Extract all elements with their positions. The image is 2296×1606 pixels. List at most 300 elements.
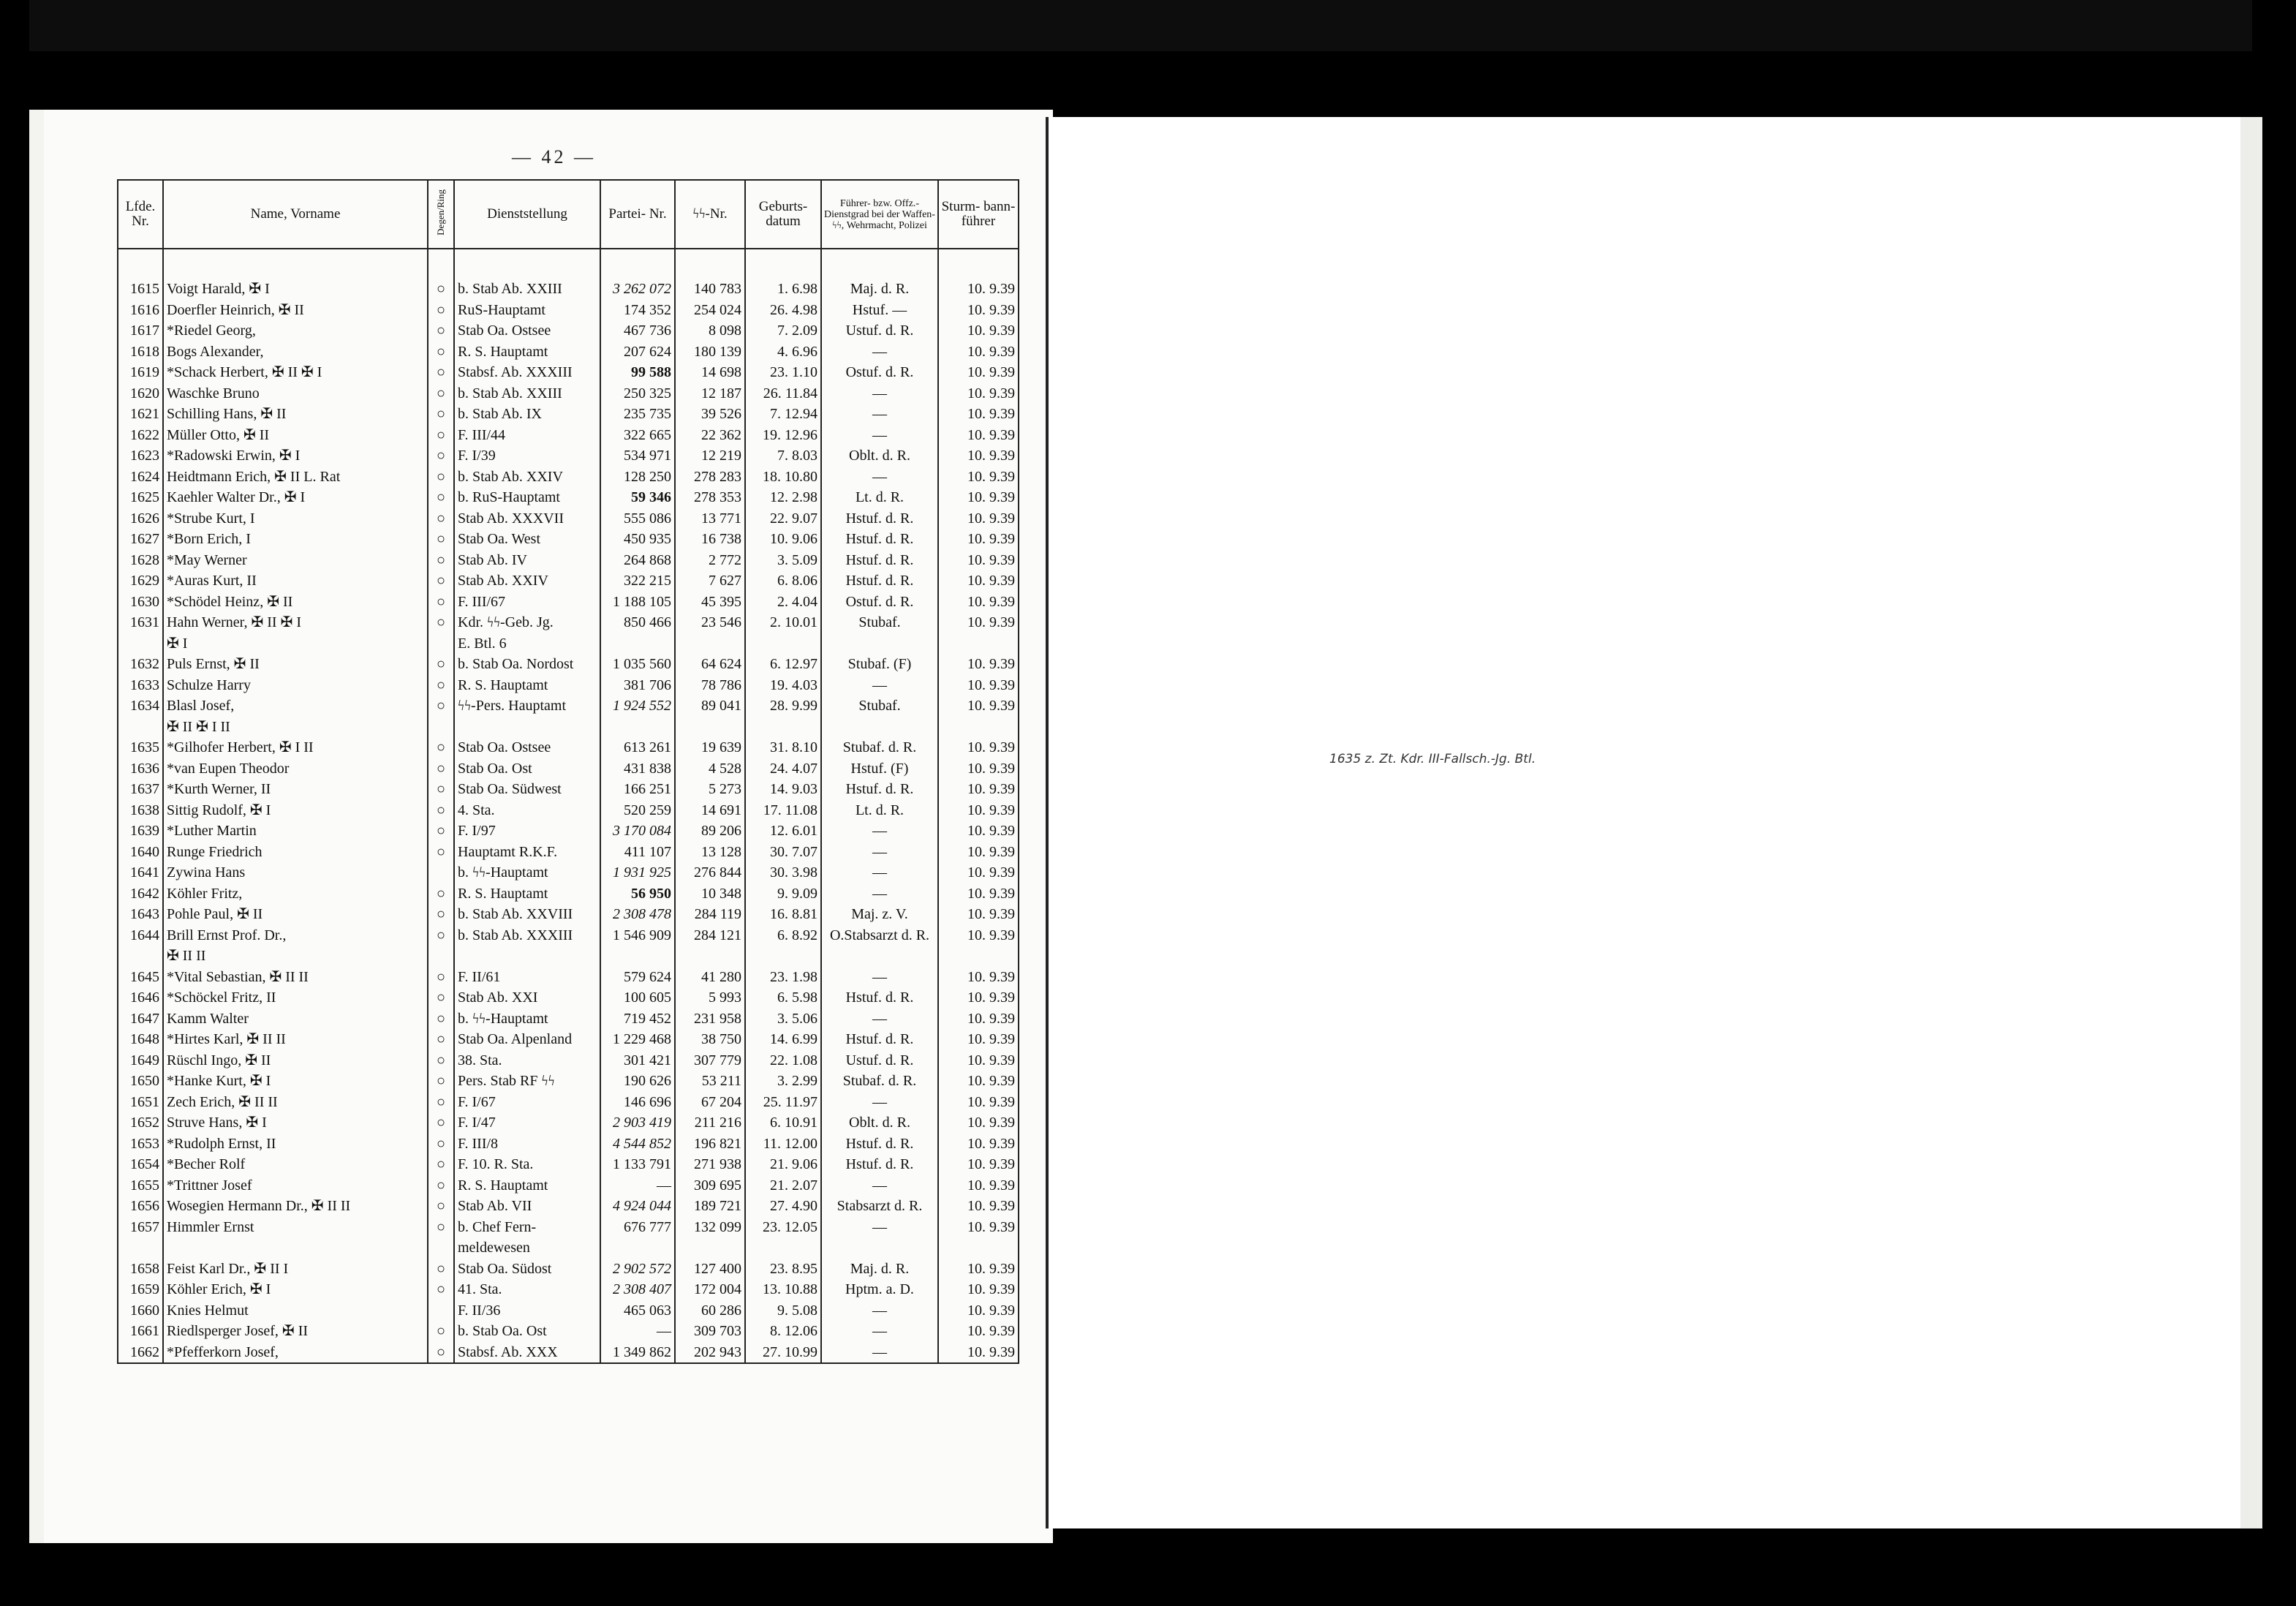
cell-partei: 128 250 <box>600 467 675 488</box>
cell-nr: 1631 <box>118 612 163 633</box>
cell-partei: 613 261 <box>600 737 675 758</box>
cell-geburtsdatum <box>745 1237 821 1259</box>
cell-name: Sittig Rudolf, ✠ I <box>163 800 428 821</box>
cell-nr: 1655 <box>118 1175 163 1196</box>
cell-geburtsdatum: 3. 2.99 <box>745 1071 821 1092</box>
cell-geburtsdatum: 11. 12.00 <box>745 1134 821 1155</box>
cell-sturmbannfuehrer: 10. 9.39 <box>938 842 1019 863</box>
cell-nr: 1638 <box>118 800 163 821</box>
col-header-partei: Partei- Nr. <box>600 180 675 249</box>
cell-name: *Trittner Josef <box>163 1175 428 1196</box>
table-row <box>118 467 1019 488</box>
cell-geburtsdatum: 13. 10.88 <box>745 1279 821 1300</box>
cell-name: Himmler Ernst <box>163 1217 428 1238</box>
cell-sturmbannfuehrer: 10. 9.39 <box>938 550 1019 571</box>
cell-fuehrer: Ostuf. d. R. <box>821 362 938 383</box>
cell-ring: ○ <box>428 1321 454 1342</box>
cell-dienststellung: b. Stab Oa. Ost <box>454 1321 600 1342</box>
table-row <box>118 1259 1019 1280</box>
table-row <box>118 1029 1019 1050</box>
table-row <box>118 1175 1019 1196</box>
cell-sturmbannfuehrer <box>938 717 1019 738</box>
cell-ss: 78 786 <box>675 675 745 696</box>
cell-fuehrer: Maj. d. R. <box>821 279 938 300</box>
cell-ring: ○ <box>428 279 454 300</box>
cell-name: *Born Erich, I <box>163 529 428 550</box>
cell-ss: 12 219 <box>675 445 745 467</box>
table-row <box>118 1009 1019 1030</box>
cell-dienststellung: F. I/67 <box>454 1092 600 1113</box>
cell-geburtsdatum: 24. 4.07 <box>745 758 821 780</box>
cell-ring: ○ <box>428 1279 454 1300</box>
cell-name: *Riedel Georg, <box>163 320 428 342</box>
cell-geburtsdatum: 7. 8.03 <box>745 445 821 467</box>
cell-sturmbannfuehrer: 10. 9.39 <box>938 1029 1019 1050</box>
cell-geburtsdatum: 6. 8.92 <box>745 925 821 946</box>
cell-dienststellung: 41. Sta. <box>454 1279 600 1300</box>
cell-sturmbannfuehrer: 10. 9.39 <box>938 1071 1019 1092</box>
cell-partei: 1 188 105 <box>600 592 675 613</box>
cell-ss: 211 216 <box>675 1112 745 1134</box>
cell-name: *Schöckel Fritz, II <box>163 987 428 1009</box>
cell-fuehrer: Hstuf. d. R. <box>821 987 938 1009</box>
cell-fuehrer: Hstuf. d. R. <box>821 550 938 571</box>
cell-nr: 1615 <box>118 279 163 300</box>
cell-name: Voigt Harald, ✠ I <box>163 279 428 300</box>
cell-dienststellung: Stab Oa. Alpenland <box>454 1029 600 1050</box>
cell-nr: 1633 <box>118 675 163 696</box>
cell-ring <box>428 717 454 738</box>
cell-sturmbannfuehrer: 10. 9.39 <box>938 425 1019 446</box>
cell-ss: 172 004 <box>675 1279 745 1300</box>
cell-dienststellung: F. III/44 <box>454 425 600 446</box>
cell-fuehrer: Hstuf. (F) <box>821 758 938 780</box>
table-row <box>118 1196 1019 1217</box>
cell-dienststellung: Stab Oa. Südwest <box>454 779 600 800</box>
cell-dienststellung: Stab Ab. XXXVII <box>454 508 600 529</box>
cell-geburtsdatum: 21. 2.07 <box>745 1175 821 1196</box>
cell-name: Rüschl Ingo, ✠ II <box>163 1050 428 1071</box>
cell-ss: 23 546 <box>675 612 745 633</box>
cell-partei: 146 696 <box>600 1092 675 1113</box>
cell-name: *Radowski Erwin, ✠ I <box>163 445 428 467</box>
cell-sturmbannfuehrer: 10. 9.39 <box>938 862 1019 883</box>
table-row <box>118 1321 1019 1342</box>
cell-geburtsdatum: 16. 8.81 <box>745 904 821 925</box>
cell-geburtsdatum: 27. 4.90 <box>745 1196 821 1217</box>
cell-partei: 534 971 <box>600 445 675 467</box>
table-row <box>118 570 1019 592</box>
col-header-ring <box>428 180 454 249</box>
cell-nr: 1653 <box>118 1134 163 1155</box>
table-row <box>118 383 1019 404</box>
handwritten-note: 1635 z. Zt. Kdr. III-Fallsch.-Jg. Btl. <box>1329 752 1536 766</box>
table-row <box>118 445 1019 467</box>
cell-partei <box>600 946 675 967</box>
cell-ss: 4 528 <box>675 758 745 780</box>
cell-nr: 1657 <box>118 1217 163 1238</box>
cell-ss: 140 783 <box>675 279 745 300</box>
cell-geburtsdatum: 12. 6.01 <box>745 821 821 842</box>
cell-sturmbannfuehrer: 10. 9.39 <box>938 1342 1019 1364</box>
cell-ring: ○ <box>428 383 454 404</box>
cell-partei: 322 215 <box>600 570 675 592</box>
cell-dienststellung: b. Stab Ab. XXVIII <box>454 904 600 925</box>
cell-geburtsdatum: 2. 10.01 <box>745 612 821 633</box>
cell-geburtsdatum: 22. 9.07 <box>745 508 821 529</box>
cell-dienststellung: Stab Ab. XXI <box>454 987 600 1009</box>
cell-fuehrer: — <box>821 425 938 446</box>
cell-fuehrer: Hstuf. d. R. <box>821 529 938 550</box>
cell-partei <box>600 1237 675 1259</box>
cell-fuehrer <box>821 717 938 738</box>
cell-fuehrer <box>821 633 938 655</box>
cell-fuehrer: Hstuf. d. R. <box>821 1029 938 1050</box>
cell-ring: ○ <box>428 425 454 446</box>
col-header-fuehrer: Führer- bzw. Offz.- Dienstgrad bei der Waffen-ϟϟ, Wehrmacht, Polizei <box>821 180 938 249</box>
cell-dienststellung: b. Stab Ab. XXXIII <box>454 925 600 946</box>
table-row <box>118 404 1019 425</box>
cell-sturmbannfuehrer: 10. 9.39 <box>938 1009 1019 1030</box>
cell-fuehrer: Oblt. d. R. <box>821 1112 938 1134</box>
table-row <box>118 862 1019 883</box>
cell-dienststellung: Kdr. ϟϟ-Geb. Jg. <box>454 612 600 633</box>
cell-nr: 1639 <box>118 821 163 842</box>
cell-nr: 1625 <box>118 487 163 508</box>
cell-ss: 180 139 <box>675 342 745 363</box>
cell-ring: ○ <box>428 592 454 613</box>
cell-partei: 4 924 044 <box>600 1196 675 1217</box>
cell-ring: ○ <box>428 1175 454 1196</box>
cell-ss: 7 627 <box>675 570 745 592</box>
cell-partei: 2 902 572 <box>600 1259 675 1280</box>
cell-sturmbannfuehrer: 10. 9.39 <box>938 1279 1019 1300</box>
cell-nr: 1648 <box>118 1029 163 1050</box>
cell-partei: 100 605 <box>600 987 675 1009</box>
cell-nr <box>118 1237 163 1259</box>
cell-ring: ○ <box>428 654 454 675</box>
cell-ss: 64 624 <box>675 654 745 675</box>
cell-ss: 8 098 <box>675 320 745 342</box>
cell-partei: 56 950 <box>600 883 675 905</box>
col-header-ring-label: Degen/Ring <box>435 189 446 235</box>
cell-ss: 132 099 <box>675 1217 745 1238</box>
cell-partei: 166 251 <box>600 779 675 800</box>
cell-sturmbannfuehrer: 10. 9.39 <box>938 1134 1019 1155</box>
cell-fuehrer: Hstuf. — <box>821 300 938 321</box>
cell-geburtsdatum: 31. 8.10 <box>745 737 821 758</box>
cell-nr: 1637 <box>118 779 163 800</box>
cell-fuehrer: — <box>821 1321 938 1342</box>
cell-ring <box>428 862 454 883</box>
cell-dienststellung: Stab Ab. XXIV <box>454 570 600 592</box>
cell-ss: 89 206 <box>675 821 745 842</box>
cell-ss: 89 041 <box>675 695 745 717</box>
cell-partei: 381 706 <box>600 675 675 696</box>
cell-dienststellung: Hauptamt R.K.F. <box>454 842 600 863</box>
cell-ss: 53 211 <box>675 1071 745 1092</box>
cell-geburtsdatum: 30. 7.07 <box>745 842 821 863</box>
cell-fuehrer: Stubaf. d. R. <box>821 737 938 758</box>
cell-name: *van Eupen Theodor <box>163 758 428 780</box>
cell-geburtsdatum: 2. 4.04 <box>745 592 821 613</box>
cell-ring: ○ <box>428 987 454 1009</box>
table-row <box>118 487 1019 508</box>
cell-fuehrer: Lt. d. R. <box>821 800 938 821</box>
cell-nr: 1632 <box>118 654 163 675</box>
cell-geburtsdatum <box>745 946 821 967</box>
cell-dienststellung: F. II/36 <box>454 1300 600 1322</box>
cell-ring: ○ <box>428 342 454 363</box>
cell-sturmbannfuehrer: 10. 9.39 <box>938 675 1019 696</box>
cell-sturmbannfuehrer: 10. 9.39 <box>938 300 1019 321</box>
cell-nr: 1650 <box>118 1071 163 1092</box>
cell-nr: 1624 <box>118 467 163 488</box>
cell-name: *Becher Rolf <box>163 1154 428 1175</box>
cell-name: Schilling Hans, ✠ II <box>163 404 428 425</box>
cell-ss <box>675 946 745 967</box>
cell-nr: 1628 <box>118 550 163 571</box>
cell-ss: 5 993 <box>675 987 745 1009</box>
cell-fuehrer: — <box>821 342 938 363</box>
cell-ss: 284 119 <box>675 904 745 925</box>
cell-dienststellung: Stab Oa. Ost <box>454 758 600 780</box>
cell-name: *May Werner <box>163 550 428 571</box>
cell-ring: ○ <box>428 1029 454 1050</box>
cell-dienststellung: Stab Ab. VII <box>454 1196 600 1217</box>
table-row <box>118 633 1019 655</box>
cell-name: Zech Erich, ✠ II II <box>163 1092 428 1113</box>
cell-ss: 307 779 <box>675 1050 745 1071</box>
table-row <box>118 1217 1019 1238</box>
table-row <box>118 717 1019 738</box>
cell-fuehrer: Maj. d. R. <box>821 1259 938 1280</box>
cell-fuehrer: O.Stabsarzt d. R. <box>821 925 938 946</box>
cell-ring: ○ <box>428 1071 454 1092</box>
cell-ss: 189 721 <box>675 1196 745 1217</box>
cell-nr: 1618 <box>118 342 163 363</box>
cell-geburtsdatum: 6. 5.98 <box>745 987 821 1009</box>
cell-nr: 1623 <box>118 445 163 467</box>
table-row <box>118 1237 1019 1259</box>
cell-ss: 16 738 <box>675 529 745 550</box>
cell-ss: 309 703 <box>675 1321 745 1342</box>
table-row <box>118 1154 1019 1175</box>
table-row <box>118 612 1019 633</box>
cell-ring <box>428 1300 454 1322</box>
cell-sturmbannfuehrer: 10. 9.39 <box>938 758 1019 780</box>
cell-geburtsdatum: 3. 5.09 <box>745 550 821 571</box>
cell-ring: ○ <box>428 883 454 905</box>
cell-sturmbannfuehrer: 10. 9.39 <box>938 737 1019 758</box>
cell-partei: 411 107 <box>600 842 675 863</box>
cell-ring: ○ <box>428 362 454 383</box>
cell-ring: ○ <box>428 1217 454 1238</box>
cell-sturmbannfuehrer: 10. 9.39 <box>938 695 1019 717</box>
cell-sturmbannfuehrer: 10. 9.39 <box>938 508 1019 529</box>
cell-partei: 2 308 407 <box>600 1279 675 1300</box>
table-row <box>118 279 1019 300</box>
cell-geburtsdatum: 26. 11.84 <box>745 383 821 404</box>
cell-geburtsdatum: 22. 1.08 <box>745 1050 821 1071</box>
cell-name: Müller Otto, ✠ II <box>163 425 428 446</box>
cell-dienststellung: Stab Oa. Südost <box>454 1259 600 1280</box>
cell-ss: 276 844 <box>675 862 745 883</box>
table-row <box>118 362 1019 383</box>
cell-partei: 2 903 419 <box>600 1112 675 1134</box>
table-row <box>118 1300 1019 1322</box>
table-row <box>118 1279 1019 1300</box>
cell-ss: 45 395 <box>675 592 745 613</box>
table-row <box>118 842 1019 863</box>
cell-partei: 450 935 <box>600 529 675 550</box>
cell-partei: 465 063 <box>600 1300 675 1322</box>
cell-geburtsdatum: 1. 6.98 <box>745 279 821 300</box>
cell-fuehrer: Oblt. d. R. <box>821 445 938 467</box>
cell-nr: 1642 <box>118 883 163 905</box>
cell-fuehrer: — <box>821 675 938 696</box>
cell-sturmbannfuehrer: 10. 9.39 <box>938 592 1019 613</box>
table-row <box>118 1134 1019 1155</box>
cell-sturmbannfuehrer <box>938 946 1019 967</box>
cell-geburtsdatum: 19. 12.96 <box>745 425 821 446</box>
table-row <box>118 967 1019 988</box>
cell-ring: ○ <box>428 550 454 571</box>
cell-ss: 196 821 <box>675 1134 745 1155</box>
cell-ss: 19 639 <box>675 737 745 758</box>
cell-ring: ○ <box>428 300 454 321</box>
cell-ss: 5 273 <box>675 779 745 800</box>
cell-partei: 520 259 <box>600 800 675 821</box>
cell-dienststellung: b. Stab Ab. IX <box>454 404 600 425</box>
cell-ss: 38 750 <box>675 1029 745 1050</box>
cell-fuehrer: — <box>821 862 938 883</box>
cell-sturmbannfuehrer: 10. 9.39 <box>938 779 1019 800</box>
cell-dienststellung: b. Stab Ab. XXIII <box>454 279 600 300</box>
table-row <box>118 946 1019 967</box>
cell-fuehrer: Stubaf. d. R. <box>821 1071 938 1092</box>
col-header-sturmbannfuehrer: Sturm- bann- führer <box>938 180 1019 249</box>
cell-ss: 22 362 <box>675 425 745 446</box>
cell-geburtsdatum: 7. 12.94 <box>745 404 821 425</box>
cell-ss <box>675 1237 745 1259</box>
cell-nr: 1620 <box>118 383 163 404</box>
cell-name: Riedlsperger Josef, ✠ II <box>163 1321 428 1342</box>
cell-partei: 1 931 925 <box>600 862 675 883</box>
cell-sturmbannfuehrer <box>938 1237 1019 1259</box>
cell-geburtsdatum: 14. 9.03 <box>745 779 821 800</box>
register-body <box>118 249 1019 1363</box>
cell-ring <box>428 633 454 655</box>
cell-name: Köhler Erich, ✠ I <box>163 1279 428 1300</box>
cell-fuehrer: — <box>821 383 938 404</box>
cell-partei: 719 452 <box>600 1009 675 1030</box>
cell-fuehrer: Hstuf. d. R. <box>821 1154 938 1175</box>
cell-nr: 1643 <box>118 904 163 925</box>
table-row <box>118 987 1019 1009</box>
cell-name: *Gilhofer Herbert, ✠ I II <box>163 737 428 758</box>
cell-partei: — <box>600 1321 675 1342</box>
cell-partei: 850 466 <box>600 612 675 633</box>
cell-name: Doerfler Heinrich, ✠ II <box>163 300 428 321</box>
cell-geburtsdatum: 19. 4.03 <box>745 675 821 696</box>
cell-sturmbannfuehrer: 10. 9.39 <box>938 1092 1019 1113</box>
cell-partei: 99 588 <box>600 362 675 383</box>
cell-dienststellung: b. Chef Fern- <box>454 1217 600 1238</box>
cell-ring: ○ <box>428 467 454 488</box>
cell-nr: 1641 <box>118 862 163 883</box>
col-header-ss: ϟϟ-Nr. <box>675 180 745 249</box>
cell-geburtsdatum: 23. 1.10 <box>745 362 821 383</box>
cell-fuehrer: Stabsarzt d. R. <box>821 1196 938 1217</box>
cell-nr: 1649 <box>118 1050 163 1071</box>
cell-geburtsdatum: 14. 6.99 <box>745 1029 821 1050</box>
cell-nr: 1661 <box>118 1321 163 1342</box>
cell-geburtsdatum: 9. 9.09 <box>745 883 821 905</box>
spacer-row <box>118 249 1019 279</box>
cell-fuehrer: — <box>821 404 938 425</box>
cell-ring: ○ <box>428 800 454 821</box>
cell-partei: 467 736 <box>600 320 675 342</box>
cell-nr: 1645 <box>118 967 163 988</box>
cell-fuehrer: Stubaf. <box>821 612 938 633</box>
cell-geburtsdatum: 7. 2.09 <box>745 320 821 342</box>
cell-geburtsdatum: 3. 5.06 <box>745 1009 821 1030</box>
cell-dienststellung: 38. Sta. <box>454 1050 600 1071</box>
cell-dienststellung: F. I/47 <box>454 1112 600 1134</box>
cell-nr: 1627 <box>118 529 163 550</box>
cell-sturmbannfuehrer: 10. 9.39 <box>938 967 1019 988</box>
cell-ss: 13 128 <box>675 842 745 863</box>
cell-ss: 67 204 <box>675 1092 745 1113</box>
cell-fuehrer: Lt. d. R. <box>821 487 938 508</box>
cell-name: Runge Friedrich <box>163 842 428 863</box>
table-row <box>118 737 1019 758</box>
cell-ss: 202 943 <box>675 1342 745 1364</box>
cell-sturmbannfuehrer: 10. 9.39 <box>938 1050 1019 1071</box>
cell-sturmbannfuehrer: 10. 9.39 <box>938 1154 1019 1175</box>
table-row <box>118 529 1019 550</box>
cell-dienststellung <box>454 946 600 967</box>
cell-dienststellung: F. III/67 <box>454 592 600 613</box>
cell-ss: 14 691 <box>675 800 745 821</box>
cell-ss: 41 280 <box>675 967 745 988</box>
table-row <box>118 1112 1019 1134</box>
cell-dienststellung: Stab Oa. Ostsee <box>454 320 600 342</box>
cell-dienststellung: Stabsf. Ab. XXX <box>454 1342 600 1364</box>
cell-nr <box>118 717 163 738</box>
cell-ss: 271 938 <box>675 1154 745 1175</box>
cell-fuehrer: — <box>821 1342 938 1364</box>
cell-dienststellung: meldewesen <box>454 1237 600 1259</box>
cell-name: *Rudolph Ernst, II <box>163 1134 428 1155</box>
cell-name: *Schack Herbert, ✠ II ✠ I <box>163 362 428 383</box>
cell-partei: 3 262 072 <box>600 279 675 300</box>
cell-dienststellung: b. Stab Ab. XXIII <box>454 383 600 404</box>
cell-ring: ○ <box>428 925 454 946</box>
cell-ring: ○ <box>428 967 454 988</box>
table-row <box>118 904 1019 925</box>
cell-dienststellung: Stab Ab. IV <box>454 550 600 571</box>
cell-partei: 3 170 084 <box>600 821 675 842</box>
table-row <box>118 1092 1019 1113</box>
cell-sturmbannfuehrer: 10. 9.39 <box>938 383 1019 404</box>
table-row <box>118 508 1019 529</box>
cell-sturmbannfuehrer: 10. 9.39 <box>938 904 1019 925</box>
cell-ss <box>675 633 745 655</box>
cell-name: Blasl Josef, <box>163 695 428 717</box>
cell-name: *Hirtes Karl, ✠ II II <box>163 1029 428 1050</box>
